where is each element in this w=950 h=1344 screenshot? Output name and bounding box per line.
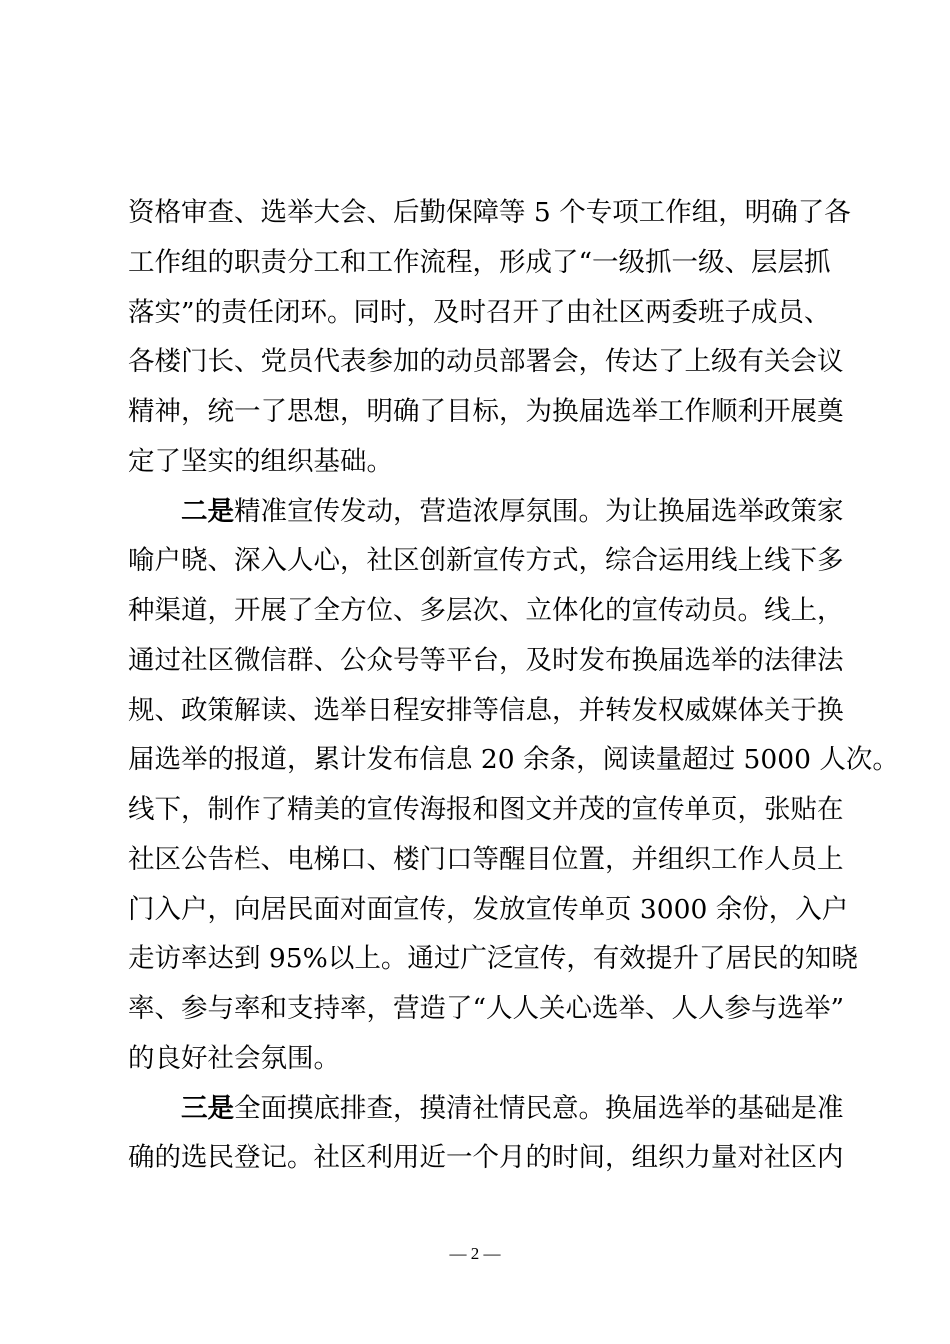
text-line	[128, 885, 849, 935]
text-line	[128, 288, 831, 338]
paragraph	[128, 188, 851, 487]
line-text: 工作组的职责分工和工作流程，形成了“一级抓一级、层层抓	[128, 246, 831, 278]
text-line	[128, 536, 844, 586]
line-text: 定了坚实的组织基础。	[128, 445, 393, 477]
line-text: 走访率达到 95%以上。通过广泛宣传，有效提升了居民的知晓	[128, 943, 858, 975]
text-line	[128, 487, 844, 537]
text-line	[128, 636, 844, 686]
text-line	[128, 1034, 822, 1084]
text-line	[128, 835, 844, 885]
text-line	[128, 387, 844, 437]
line-text: 届选举的报道，累计发布信息 20 余条，阅读量超过 5000 人次。	[128, 744, 899, 776]
text-line	[128, 1133, 844, 1183]
text-line	[128, 984, 845, 1034]
line-text: 社区公告栏、电梯口、楼门口等醒目位置，并组织工作人员上	[128, 843, 844, 875]
line-text: 种渠道，开展了全方位、多层次、立体化的宣传动员。线上，	[128, 595, 844, 626]
paragraph	[128, 487, 899, 1084]
line-text: 的良好社会氛围。	[128, 1042, 340, 1074]
line-text: 喻户晓、深入人心，社区创新宣传方式，综合运用线上线下多	[128, 545, 844, 577]
text-line	[128, 735, 899, 785]
text-line	[128, 934, 858, 984]
page-number: — 2 —	[449, 1244, 501, 1263]
text-line	[128, 238, 831, 288]
line-text: 落实”的责任闭环。同时，及时召开了由社区两委班子成员、	[128, 296, 831, 328]
text-line	[128, 437, 822, 487]
line-text: 精神，统一了思想，明确了目标，为换届选举工作顺利开展奠	[128, 396, 844, 427]
line-text: 线下，制作了精美的宣传海报和图文并茂的宣传单页，张贴在	[128, 794, 844, 825]
document-body	[128, 188, 899, 1183]
line-text: 各楼门长、党员代表参加的动员部署会，传达了上级有关会议	[128, 346, 844, 378]
line-text: 规、政策解读、选举日程安排等信息，并转发权威媒体关于换	[128, 694, 844, 726]
line-text: 精准宣传发动，营造浓厚氛围。为让换届选举政策家	[234, 495, 844, 527]
line-text: 资格审查、选举大会、后勤保障等 5 个专项工作组，明确了各	[128, 197, 851, 228]
text-line	[128, 686, 844, 736]
line-text: 门入户，向居民面对面宣传，发放宣传单页 3000 余份，入户	[128, 893, 849, 925]
line-text: 确的选民登记。社区利用近一个月的时间，组织力量对社区内	[128, 1142, 844, 1174]
line-text: 率、参与率和支持率，营造了“人人关心选举、人人参与选举”	[128, 993, 845, 1024]
text-line	[128, 188, 851, 238]
text-line	[128, 337, 844, 387]
paragraph-lead: 二是	[181, 495, 234, 527]
paragraph	[128, 1084, 844, 1184]
text-line	[128, 1084, 844, 1134]
text-line	[128, 785, 844, 835]
line-text: 通过社区微信群、公众号等平台，及时发布换届选举的法律法	[128, 644, 844, 676]
paragraph-lead: 三是	[181, 1092, 234, 1124]
text-line	[128, 586, 844, 636]
line-text: 全面摸底排查，摸清社情民意。换届选举的基础是准	[234, 1092, 844, 1124]
